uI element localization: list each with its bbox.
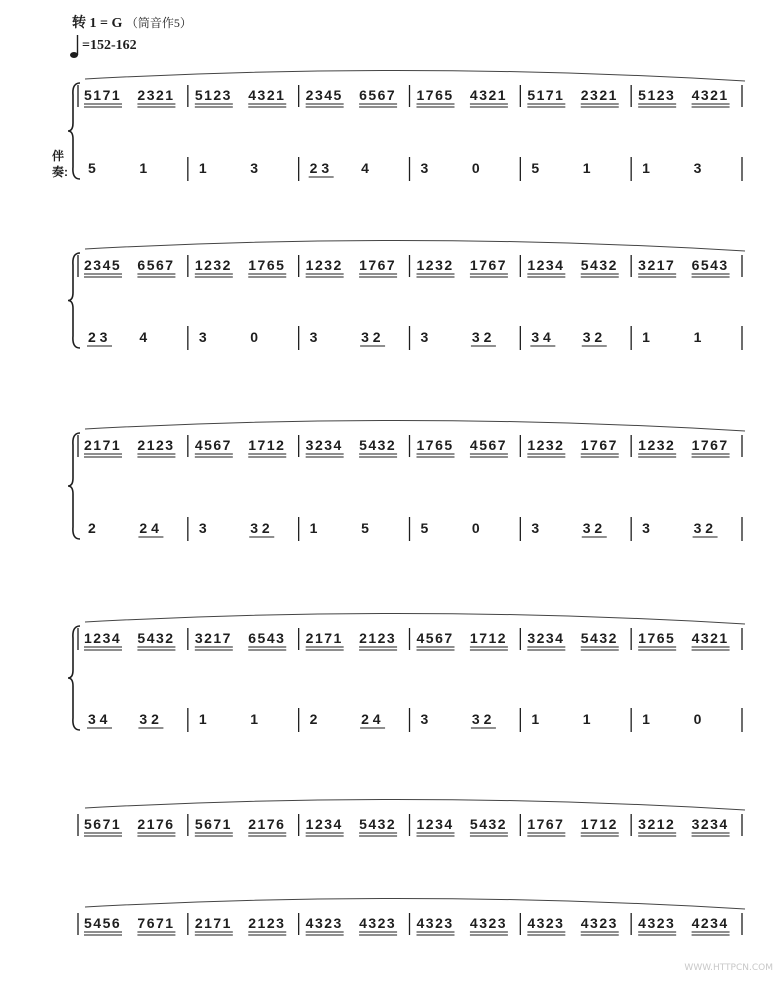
accompaniment-note: 1 xyxy=(642,329,650,345)
phrase-slur xyxy=(85,240,745,251)
accompaniment-note: 3 xyxy=(693,160,702,176)
phrase-slur xyxy=(85,613,745,624)
accompaniment-note: 2 4 xyxy=(361,711,381,727)
melody-note-group: 2321 xyxy=(137,87,175,103)
melody-note-group: 4323 xyxy=(580,915,618,931)
phrase-slur xyxy=(85,420,745,431)
accompaniment-note: 3 2 xyxy=(582,520,603,536)
melody-note-group: 6567 xyxy=(137,257,175,273)
melody-note-group: 6543 xyxy=(248,630,286,646)
melody-note-group: 1712 xyxy=(469,630,508,646)
accompaniment-note: 5 xyxy=(420,520,429,536)
key-change-main: 1 = G xyxy=(89,16,123,31)
melody-note-group: 5432 xyxy=(137,630,175,646)
melody-note-group: 2176 xyxy=(248,816,286,832)
accompaniment-note: 2 xyxy=(309,711,318,727)
accompaniment-note: 3 2 xyxy=(250,520,270,536)
accompaniment-note: 3 xyxy=(420,160,429,176)
melody-note-group: 1232 xyxy=(638,437,676,453)
accompaniment-note: 3 xyxy=(309,329,318,345)
watermark: WWW.HTTPCN.COM xyxy=(684,963,773,973)
melody-note-group: 1767 xyxy=(527,816,565,832)
melody-note-group: 1232 xyxy=(305,257,343,273)
phrase-slur xyxy=(85,898,745,909)
melody-note-group: 4321 xyxy=(691,630,729,646)
melody-note-group: 5456 xyxy=(84,915,122,931)
melody-note-group: 2321 xyxy=(580,87,618,103)
melody-note-group: 5432 xyxy=(580,630,618,646)
phrase-slur xyxy=(85,70,745,81)
accompaniment-note: 3 4 xyxy=(531,329,551,345)
melody-note-group: 5671 xyxy=(84,816,122,832)
melody-note-group: 1232 xyxy=(527,437,565,453)
accompaniment-note: 3 2 xyxy=(471,711,492,727)
melody-note-group: 4323 xyxy=(416,915,454,931)
melody-note-group: 1767 xyxy=(580,437,618,453)
melody-note-group: 2345 xyxy=(84,257,122,273)
melody-note-group: 3217 xyxy=(638,257,676,273)
melody-note-group: 2171 xyxy=(84,437,122,453)
accompaniment-note: 1 xyxy=(642,711,650,727)
melody-note-group: 1232 xyxy=(416,257,454,273)
melody-note-group: 5432 xyxy=(359,816,397,832)
melody-note-group: 1767 xyxy=(359,257,397,273)
accompaniment-note: 3 2 xyxy=(471,329,492,345)
accompaniment-note: 3 2 xyxy=(139,711,159,727)
melody-note-group: 1234 xyxy=(416,816,454,832)
melody-note-group: 2345 xyxy=(305,87,343,103)
melody-note-group: 5671 xyxy=(194,816,232,832)
accompaniment-note: 3 xyxy=(198,520,207,536)
melody-note-group: 1234 xyxy=(527,257,565,273)
accompaniment-note: 2 3 xyxy=(88,329,108,345)
accompaniment-note: 0 xyxy=(250,329,259,345)
accompaniment-note: 0 xyxy=(471,520,480,536)
melody-note-group: 2176 xyxy=(137,816,175,832)
melody-note-group: 4323 xyxy=(305,915,343,931)
melody-note-group: 1232 xyxy=(194,257,232,273)
melody-note-group: 3212 xyxy=(638,816,676,832)
accompaniment-note: 1 xyxy=(309,520,318,536)
accompaniment-label: 奏: xyxy=(52,165,68,179)
melody-note-group: 3234 xyxy=(527,630,565,646)
melody-note-group: 5171 xyxy=(527,87,565,103)
melody-note-group: 4567 xyxy=(469,437,508,453)
melody-note-group: 1765 xyxy=(248,257,286,273)
accompaniment-note: 1 xyxy=(531,711,540,727)
melody-note-group: 1767 xyxy=(469,257,508,273)
melody-note-group: 1712 xyxy=(248,437,286,453)
accompaniment-note: 5 xyxy=(88,160,96,176)
accompaniment-note: 4 xyxy=(361,160,369,176)
melody-note-group: 1765 xyxy=(416,437,454,453)
accompaniment-label: 伴 xyxy=(52,149,65,163)
melody-note-group: 4321 xyxy=(469,87,508,103)
accompaniment-note: 5 xyxy=(361,520,369,536)
accompaniment-note: 1 xyxy=(198,711,207,727)
accompaniment-note: 3 xyxy=(198,329,207,345)
accompaniment-note: 1 xyxy=(693,329,702,345)
melody-note-group: 6567 xyxy=(359,87,397,103)
phrase-slur xyxy=(85,799,745,810)
tempo-text: =152-162 xyxy=(82,38,137,53)
accompaniment-note: 3 xyxy=(642,520,650,536)
melody-note-group: 7671 xyxy=(137,915,175,931)
melody-note-group: 1234 xyxy=(84,630,122,646)
melody-note-group: 5432 xyxy=(359,437,397,453)
melody-note-group: 4234 xyxy=(691,915,729,931)
accompaniment-note: 3 2 xyxy=(582,329,603,345)
melody-note-group: 3217 xyxy=(194,630,232,646)
accompaniment-note: 0 xyxy=(471,160,480,176)
melody-note-group: 6543 xyxy=(691,257,729,273)
accompaniment-note: 4 xyxy=(139,329,148,345)
key-change-note: （筒音作5） xyxy=(125,16,192,30)
melody-note-group: 2123 xyxy=(359,630,397,646)
accompaniment-note: 2 4 xyxy=(139,520,159,536)
melody-note-group: 5123 xyxy=(638,87,676,103)
melody-note-group: 4321 xyxy=(691,87,729,103)
melody-note-group: 2171 xyxy=(194,915,232,931)
accompaniment-note: 3 xyxy=(250,160,259,176)
melody-note-group: 5123 xyxy=(194,87,232,103)
accompaniment-note: 1 xyxy=(139,160,148,176)
accompaniment-note: 5 xyxy=(531,160,540,176)
melody-note-group: 3234 xyxy=(691,816,729,832)
melody-note-group: 1712 xyxy=(580,816,618,832)
melody-note-group: 2171 xyxy=(305,630,343,646)
key-change-prefix: 转 xyxy=(72,16,86,31)
melody-note-group: 5432 xyxy=(580,257,618,273)
melody-note-group: 4323 xyxy=(527,915,565,931)
accompaniment-note: 3 xyxy=(420,711,429,727)
melody-note-group: 5432 xyxy=(469,816,508,832)
melody-note-group: 1234 xyxy=(305,816,343,832)
melody-note-group: 1767 xyxy=(691,437,729,453)
accompaniment-note: 3 xyxy=(420,329,429,345)
accompaniment-note: 3 xyxy=(531,520,540,536)
melody-note-group: 5171 xyxy=(84,87,122,103)
accompaniment-note: 1 xyxy=(582,160,591,176)
accompaniment-note: 0 xyxy=(693,711,702,727)
melody-note-group: 4323 xyxy=(638,915,676,931)
accompaniment-note: 1 xyxy=(250,711,259,727)
accompaniment-note: 1 xyxy=(642,160,650,176)
melody-note-group: 4323 xyxy=(469,915,508,931)
accompaniment-note: 3 2 xyxy=(361,329,381,345)
accompaniment-note: 3 2 xyxy=(693,520,714,536)
melody-note-group: 4321 xyxy=(248,87,286,103)
melody-note-group: 2123 xyxy=(248,915,286,931)
melody-note-group: 4567 xyxy=(194,437,232,453)
accompaniment-note: 2 xyxy=(88,520,96,536)
accompaniment-note: 2 3 xyxy=(309,160,330,176)
melody-note-group: 1765 xyxy=(638,630,676,646)
melody-note-group: 4567 xyxy=(416,630,454,646)
accompaniment-note: 1 xyxy=(582,711,591,727)
accompaniment-note: 3 4 xyxy=(88,711,108,727)
melody-note-group: 3234 xyxy=(305,437,343,453)
melody-note-group: 4323 xyxy=(359,915,397,931)
melody-note-group: 1765 xyxy=(416,87,454,103)
accompaniment-note: 1 xyxy=(198,160,207,176)
melody-note-group: 2123 xyxy=(137,437,175,453)
